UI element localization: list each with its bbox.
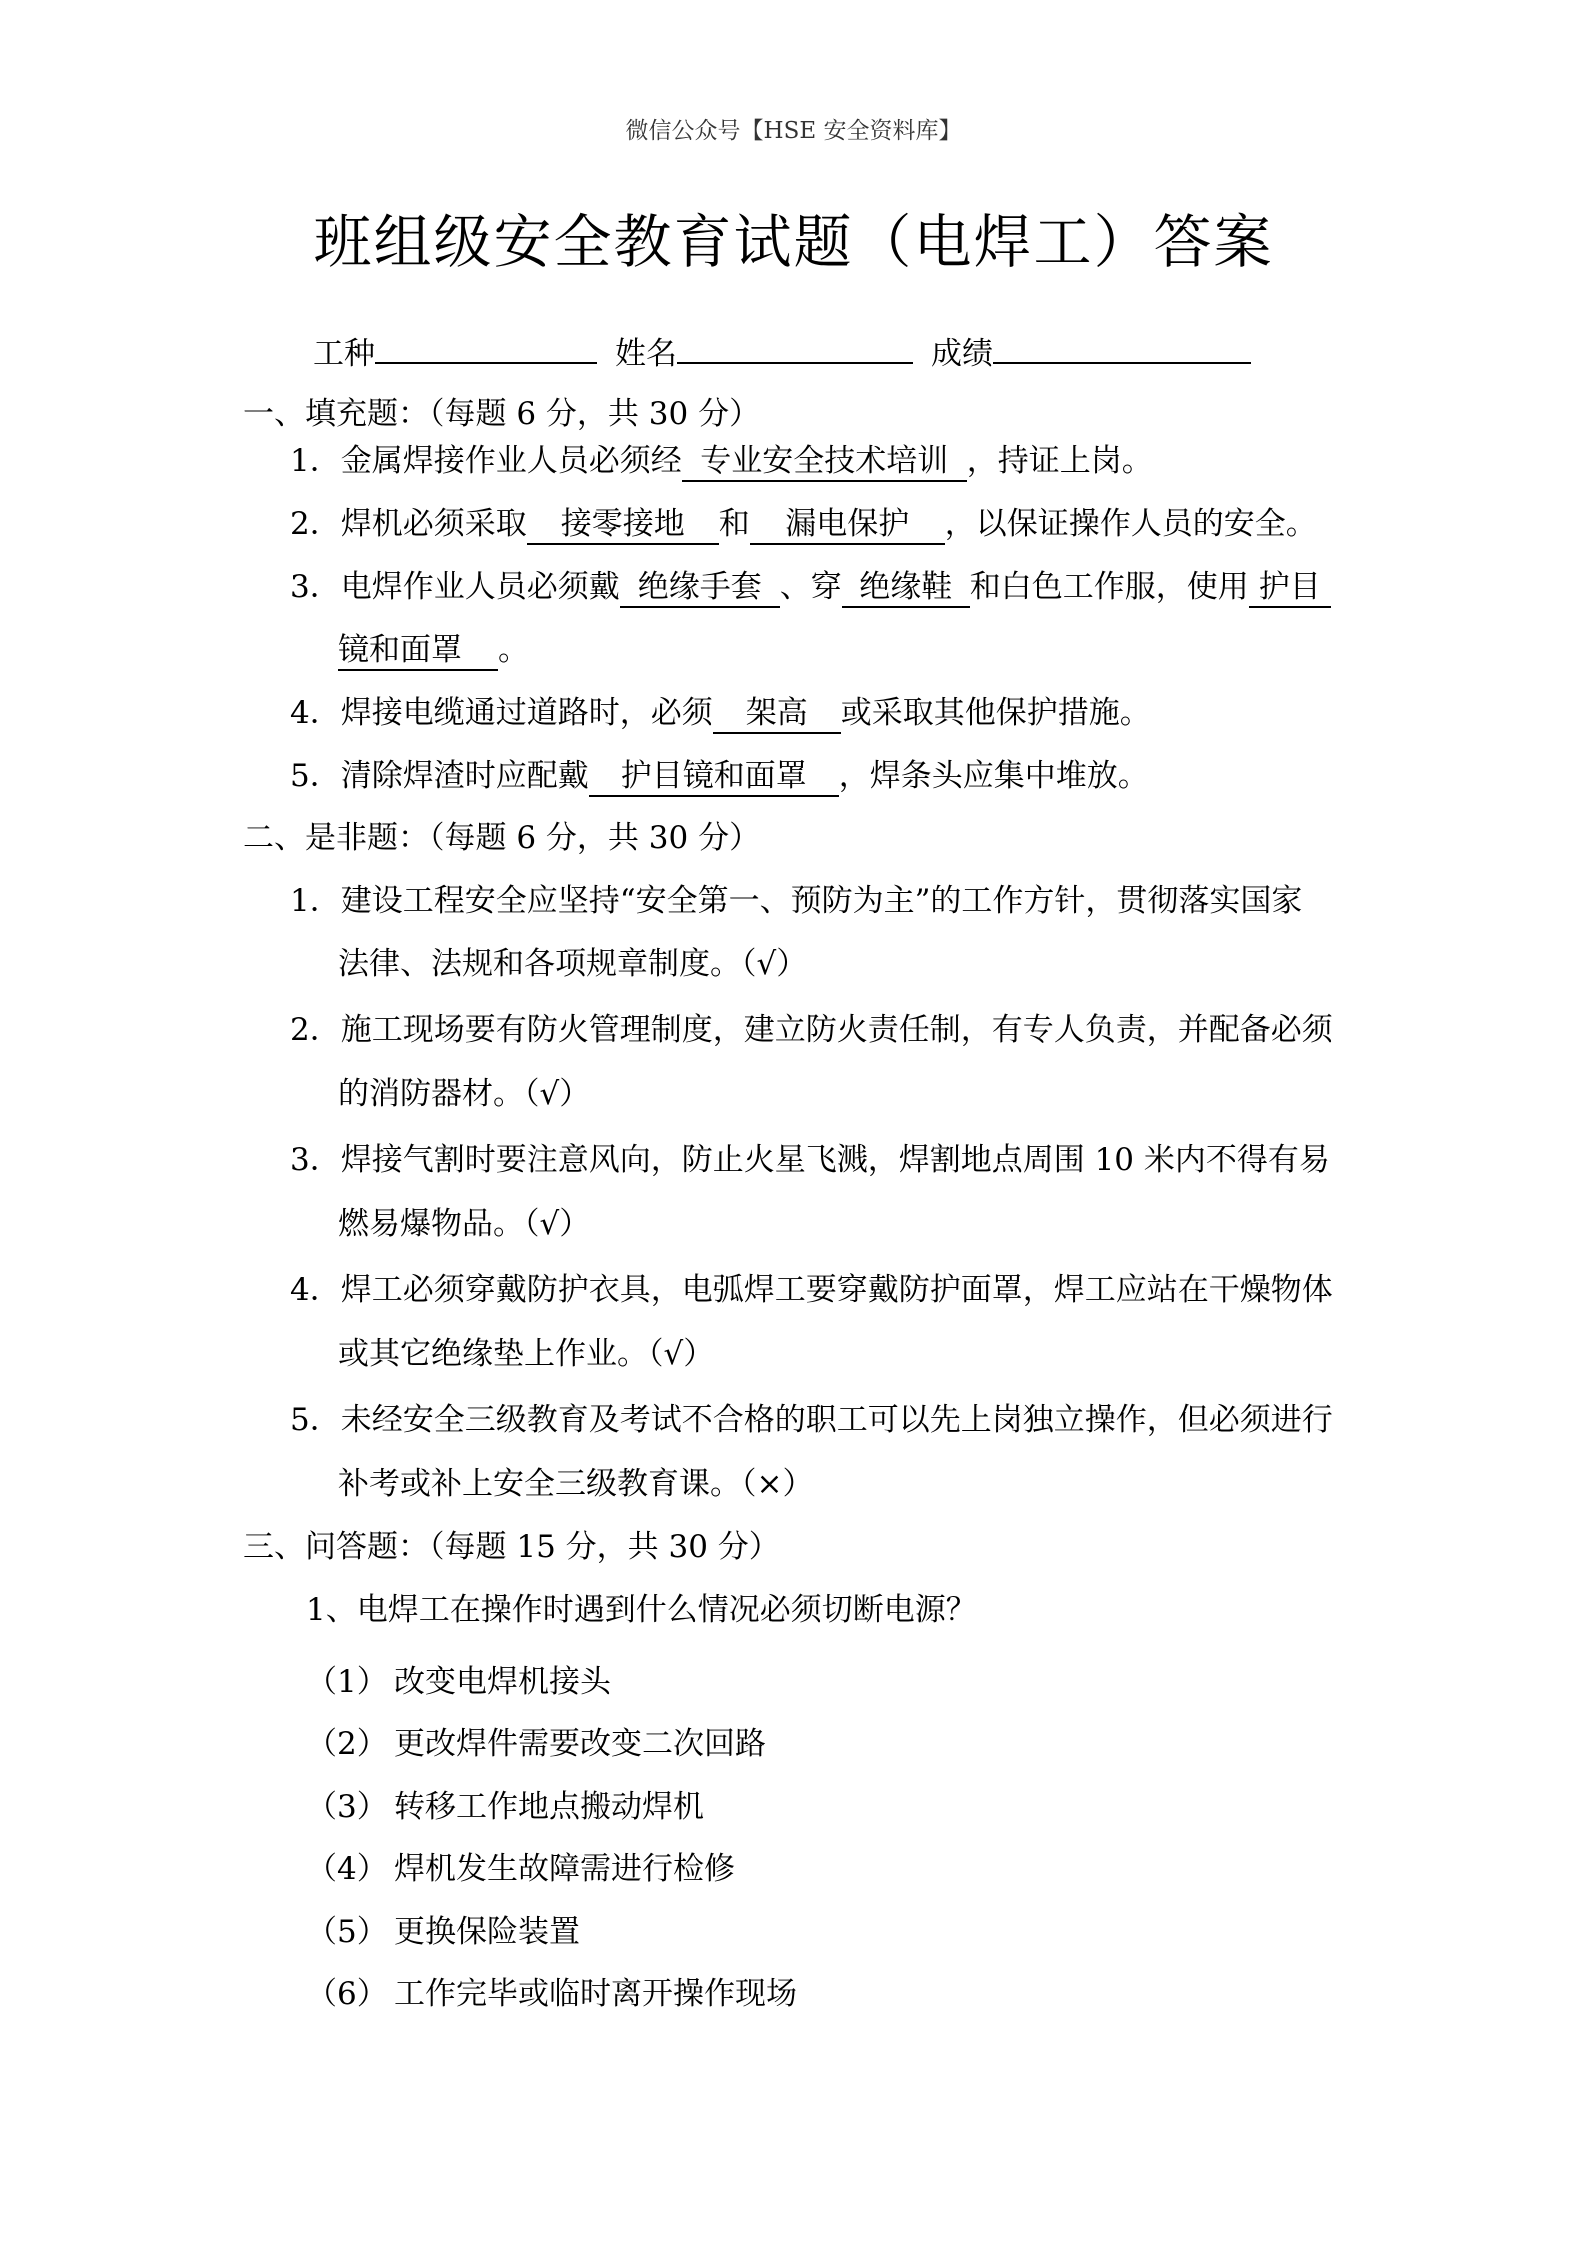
tf-question-3-cont: 燃易爆物品。（√） xyxy=(338,1206,591,1242)
answer-blank: 绝缘鞋 xyxy=(842,570,970,608)
page-title: 班组级安全教育试题（电焊工）答案 xyxy=(313,208,1274,276)
job-field xyxy=(375,328,597,364)
info-line xyxy=(313,328,1251,373)
tf-question-1: 1．建设工程安全应坚持“安全第一、预防为主”的工作方针，贯彻落实国家 xyxy=(290,883,1303,919)
section1-heading: 一、填充题：（每题 6 分，共 30 分） xyxy=(243,396,761,432)
fill-question-3-cont: 镜和面罩 。 xyxy=(338,624,529,671)
section2-heading: 二、是非题：（每题 6 分，共 30 分） xyxy=(243,820,761,856)
answer-blank: 架高 xyxy=(713,696,841,734)
tf-question-4-cont: 或其它绝缘垫上作业。（√） xyxy=(338,1336,715,1372)
name-field xyxy=(677,328,913,364)
tf-question-5: 5．未经安全三级教育及考试不合格的职工可以先上岗独立操作，但必须进行 xyxy=(290,1402,1333,1438)
answer-item: （5） 更换保险装置 xyxy=(306,1914,580,1950)
fill-question-4: 4．焊接电缆通过道路时，必须 架高 或采取其他保护措施。 xyxy=(290,687,1151,734)
tf-question-1-cont: 法律、法规和各项规章制度。（√） xyxy=(338,946,808,982)
page-header: 微信公众号【HSE 安全资料库】 xyxy=(625,118,962,144)
fill-question-3: 3．电焊作业人员必须戴 绝缘手套 、穿 绝缘鞋 和白色工作服，使用 护目 xyxy=(290,561,1331,608)
answer-item: （4） 焊机发生故障需进行检修 xyxy=(306,1851,735,1887)
tf-question-4: 4．焊工必须穿戴防护衣具，电弧焊工要穿戴防护面罩，焊工应站在干燥物体 xyxy=(290,1272,1333,1308)
answer-blank: 绝缘手套 xyxy=(620,570,780,608)
fill-question-5: 5．清除焊渣时应配戴 护目镜和面罩 ，焊条头应集中堆放。 xyxy=(290,750,1149,797)
job-label: 工种 xyxy=(313,336,375,372)
name-label: 姓名 xyxy=(615,336,677,372)
tf-question-2-cont: 的消防器材。（√） xyxy=(338,1076,591,1112)
answer-item: （1） 改变电焊机接头 xyxy=(306,1664,611,1700)
score-label: 成绩 xyxy=(931,336,993,372)
answer-blank: 镜和面罩 xyxy=(338,633,498,671)
answer-blank: 专业安全技术培训 xyxy=(682,444,967,482)
section3-heading: 三、问答题：（每题 15 分，共 30 分） xyxy=(243,1529,780,1565)
tf-question-2: 2．施工现场要有防火管理制度，建立防火责任制，有专人负责，并配备必须 xyxy=(290,1012,1333,1048)
answer-item: （6） 工作完毕或临时离开操作现场 xyxy=(306,1976,797,2012)
answer-blank: 漏电保护 xyxy=(750,507,945,545)
fill-question-1: 1．金属焊接作业人员必须经 专业安全技术培训 ，持证上岗。 xyxy=(290,435,1153,482)
tf-question-3: 3．焊接气割时要注意风向，防止火星飞溅，焊割地点周围 10 米内不得有易 xyxy=(290,1142,1330,1178)
answer-blank: 接零接地 xyxy=(527,507,719,545)
tf-question-5-cont: 补考或补上安全三级教育课。（×） xyxy=(338,1466,814,1502)
fill-question-2: 2．焊机必须采取 接零接地 和 漏电保护 ，以保证操作人员的安全。 xyxy=(290,498,1317,545)
answer-blank: 护目 xyxy=(1249,570,1331,608)
answer-item: （2） 更改焊件需要改变二次回路 xyxy=(306,1726,766,1762)
answer-blank: 护目镜和面罩 xyxy=(589,759,839,797)
score-field xyxy=(993,328,1251,364)
qa-question-1: 1、电焊工在操作时遇到什么情况必须切断电源？ xyxy=(306,1592,977,1628)
answer-item: （3） 转移工作地点搬动焊机 xyxy=(306,1789,704,1825)
